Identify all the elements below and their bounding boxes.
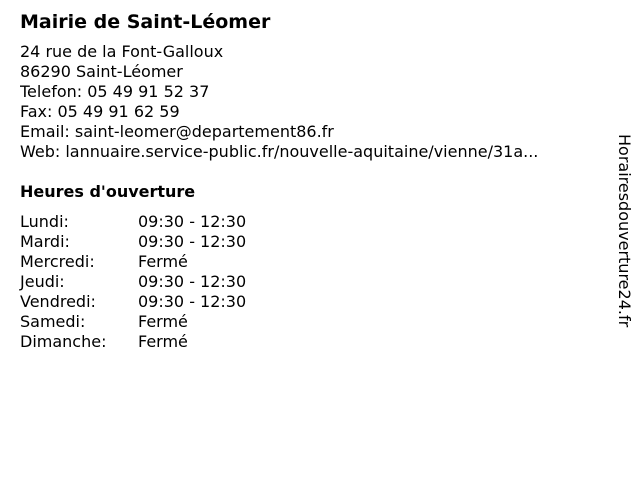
- fax-line: Fax: 05 49 91 62 59: [20, 102, 180, 121]
- town-hall-card: [20, 10, 600, 352]
- hours-row-mercredi: [20, 252, 600, 272]
- time-value: Fermé: [138, 312, 188, 331]
- email-line: Email: saint-leomer@departement86.fr: [20, 122, 334, 141]
- hours-row-samedi: [20, 312, 600, 332]
- web-line: Web: lannuaire.service-public.fr/nouvelle-aquitaine/vienne/31a...: [20, 142, 539, 161]
- time-value: 09:30 - 12:30: [138, 272, 247, 291]
- time-value: 09:30 - 12:30: [138, 292, 247, 311]
- page-title: Mairie de Saint-Léomer: [20, 11, 271, 33]
- hours-row-dimanche: [20, 332, 600, 352]
- hours-row-jeudi: [20, 272, 600, 292]
- day-label: Lundi:: [20, 212, 69, 231]
- hours-list: [20, 212, 600, 352]
- hours-row-mardi: [20, 232, 600, 252]
- time-value: 09:30 - 12:30: [138, 212, 247, 231]
- site-watermark: Horairesdouverture24.fr: [615, 134, 634, 328]
- hours-row-vendredi: [20, 292, 600, 312]
- street-address: 24 rue de la Font-Galloux: [20, 42, 224, 61]
- day-label: Samedi:: [20, 312, 86, 331]
- city-address: 86290 Saint-Léomer: [20, 62, 183, 81]
- time-value: 09:30 - 12:30: [138, 232, 247, 251]
- hours-heading: Heures d'ouverture: [20, 182, 196, 201]
- day-label: Vendredi:: [20, 292, 96, 311]
- phone-line: Telefon: 05 49 91 52 37: [20, 82, 210, 101]
- day-label: Jeudi:: [20, 272, 65, 291]
- day-label: Mercredi:: [20, 252, 95, 271]
- time-value: Fermé: [138, 332, 188, 351]
- hours-row-lundi: [20, 212, 600, 232]
- time-value: Fermé: [138, 252, 188, 271]
- day-label: Mardi:: [20, 232, 70, 251]
- day-label: Dimanche:: [20, 332, 107, 351]
